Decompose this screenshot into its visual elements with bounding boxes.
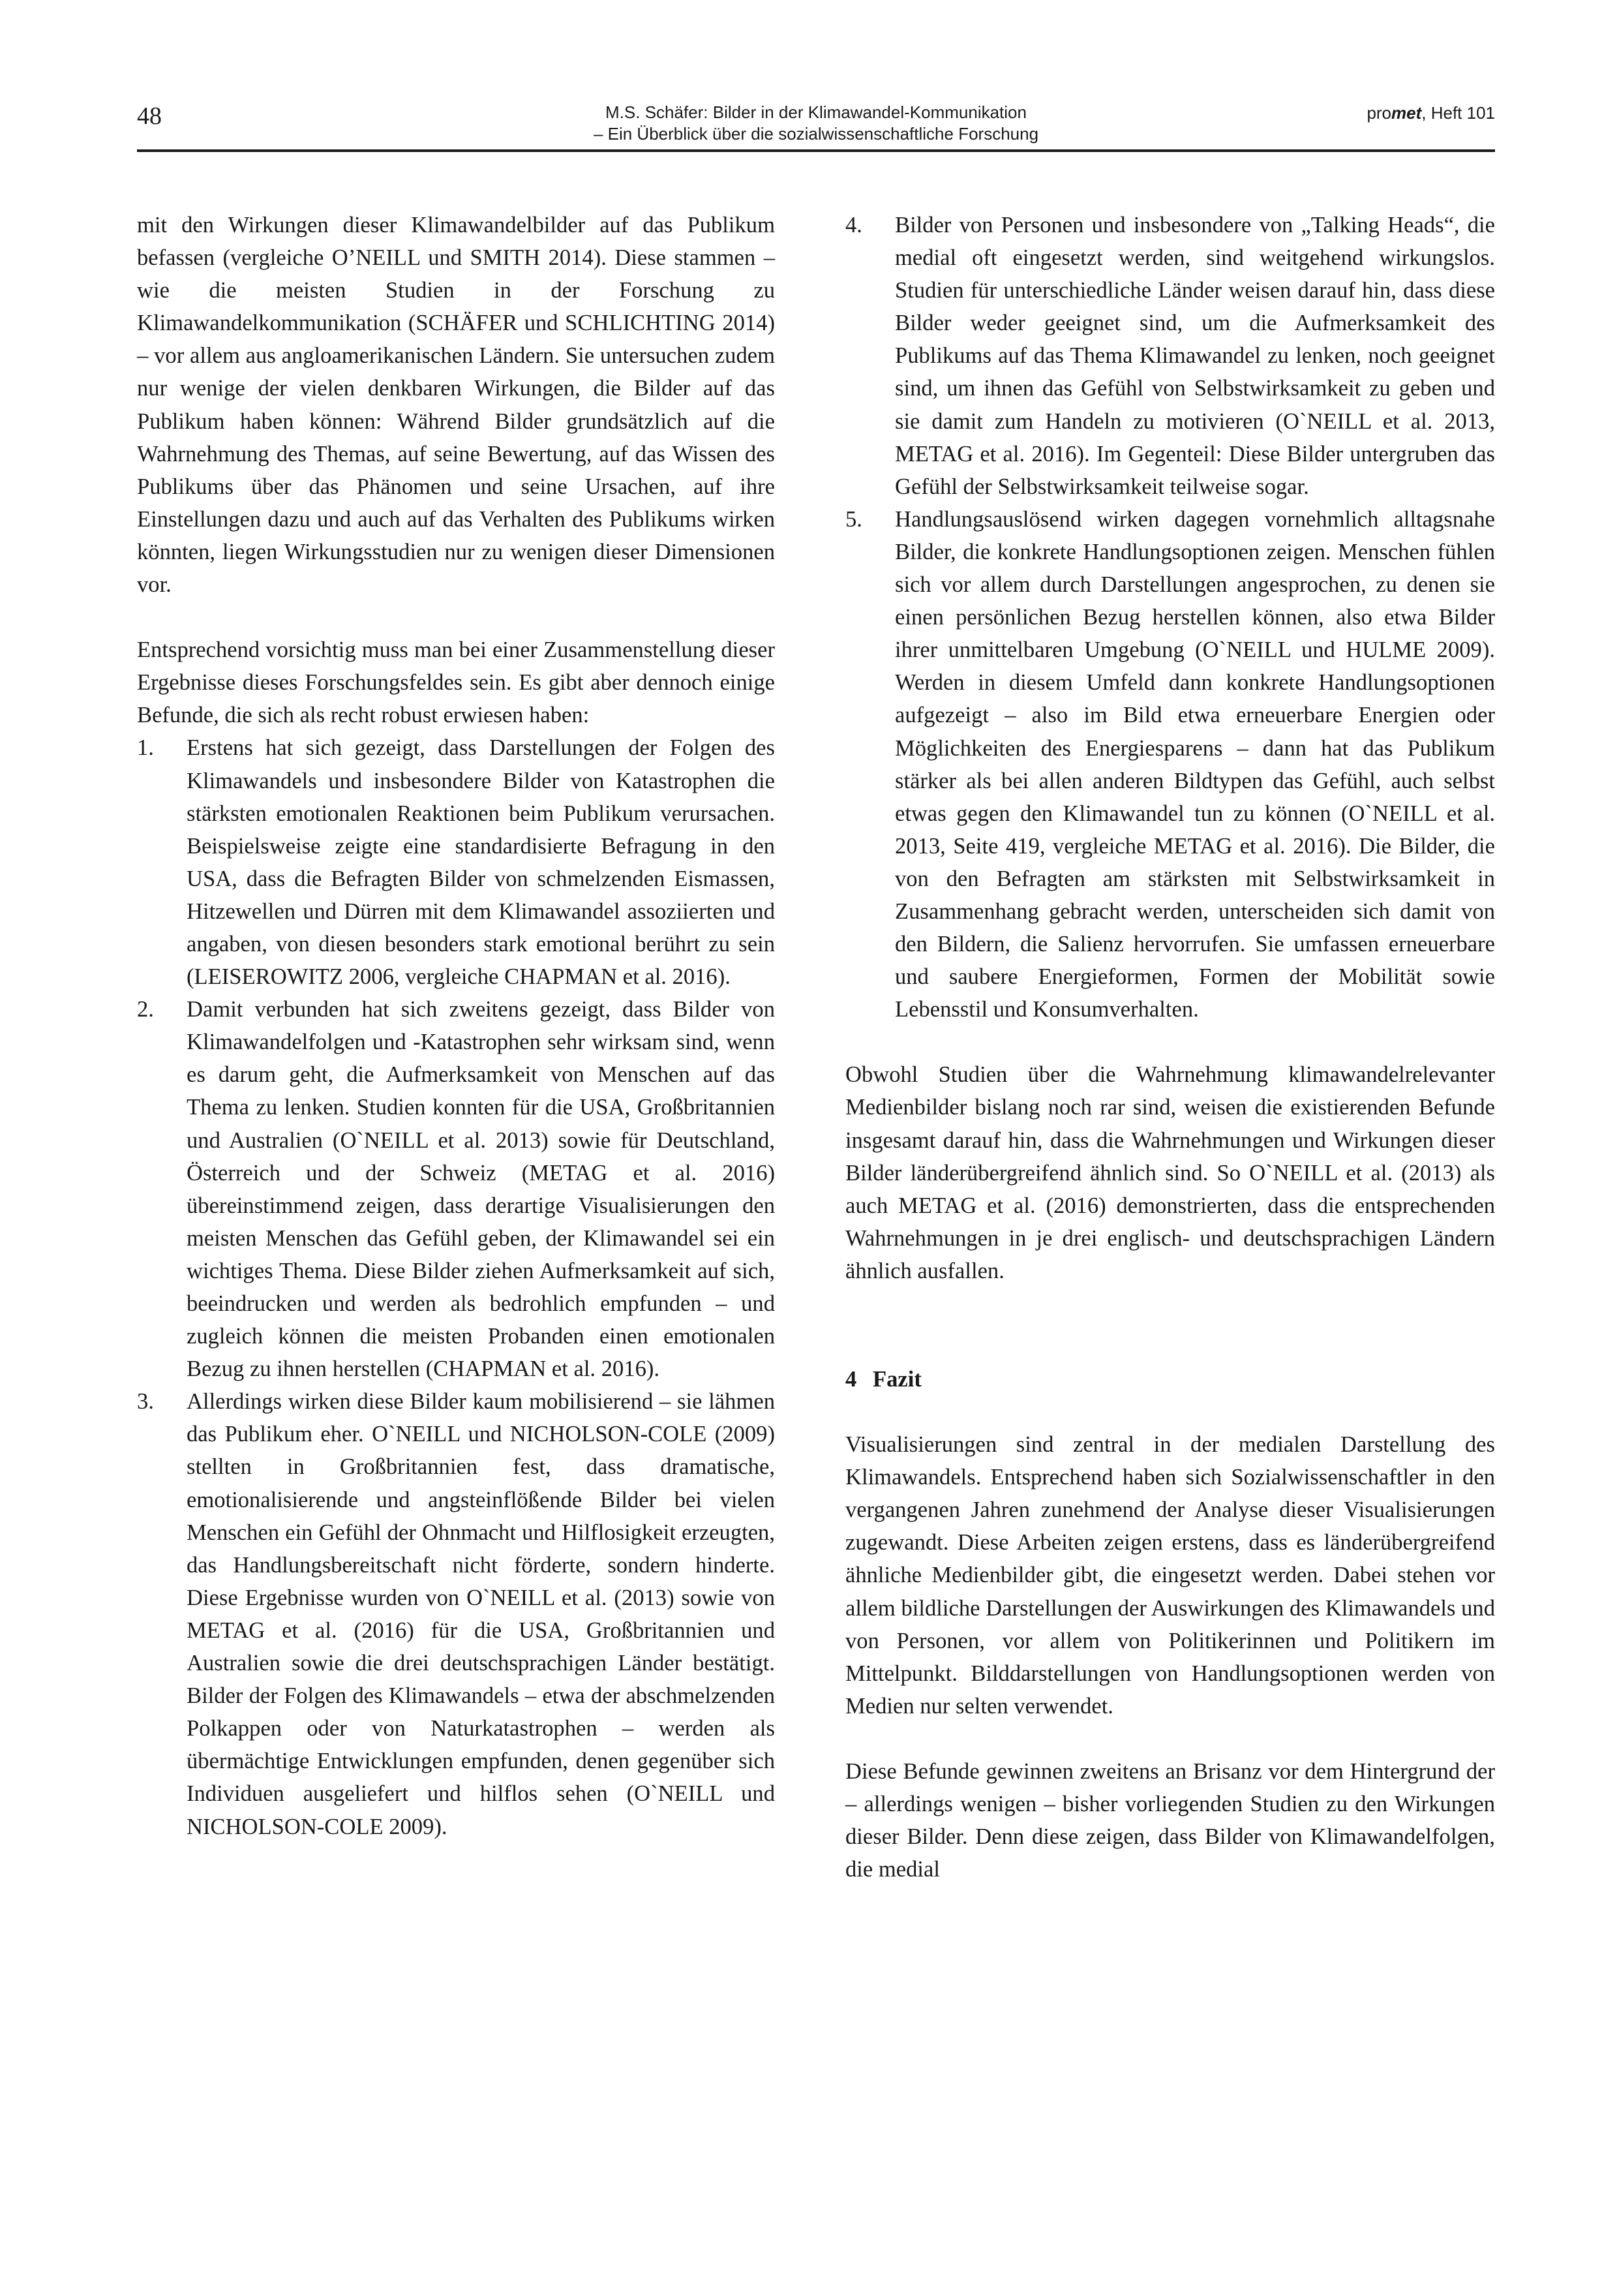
section-spacer bbox=[845, 1330, 1495, 1363]
page-number: 48 bbox=[137, 102, 162, 130]
list-item-number: 4. bbox=[845, 213, 862, 237]
journal-issue-number: , Heft 101 bbox=[1421, 103, 1495, 123]
body-paragraph: Entsprechend vorsichtig muss man bei einer Zusammenstellung dieser Ergebnisse dieses Forschungsfeldes sein. Es gibt aber dennoch einige Befunde, die sich als recht robust erwiesen haben: bbox=[137, 637, 775, 728]
header-rule bbox=[137, 149, 1495, 152]
list-item-number: 5. bbox=[845, 506, 862, 532]
journal-issue bbox=[1367, 103, 1495, 123]
list-item-number: 2. bbox=[137, 997, 154, 1022]
list-item-text: Allerdings wirken diese Bilder kaum mobilisierend – sie lähmen das Publikum eher. O`NEILL und NICHOLSON-COLE (2009) stellten in Großbritannien fest, dass dramatische, emotionalisierende und angsteinflößende Bilder bei vielen Menschen ein Gefühl der Ohnmacht und Hilflosigkeit erzeugten, das Handlungsbereitschaft nicht förderte, sondern hinderte. Diese Ergebnisse wurden von O`NEILL et al. (2013) sowie von METAG et al. (2016) für die USA, Großbritannien und Australien sowie die drei deutschsprachigen Länder bestätigt. Bilder der Folgen des Klimawandels – etwa der abschmelzenden Polkappen oder von Naturkatastrophen – werden als übermächtige Entwicklungen empfunden, denen gegenüber sich Individuen ausgeliefert und hilflos sehen (O`NEILL und NICHOLSON-COLE 2009). bbox=[187, 1389, 775, 1839]
section-spacer bbox=[845, 1287, 1495, 1330]
running-title-line-2: – Ein Überblick über die sozialwissenschaftliche Forschung bbox=[593, 124, 1039, 144]
findings-list-item bbox=[137, 993, 775, 1385]
findings-list bbox=[137, 731, 775, 1843]
right-column bbox=[845, 209, 1495, 1886]
body-paragraph: Obwohl Studien über die Wahrnehmung klimawandelrelevanter Medienbilder bislang noch rar sind, weisen die existierenden Befunde insgesamt darauf hin, dass die Wahrnehmungen und Wirkungen dieser Bilder länderübergreifend ähnlich sind. So O`NEILL et al. (2013) als auch METAG et al. (2016) demonstrierten, dass die entsprechenden Wahrnehmungen in je drei englisch- und deutschsprachigen Ländern ähnlich ausfallen. bbox=[845, 1062, 1495, 1283]
findings-list-item bbox=[137, 1385, 775, 1843]
paragraph-spacer bbox=[137, 601, 775, 634]
left-column bbox=[137, 209, 775, 1843]
running-header bbox=[137, 97, 1495, 150]
findings-list-item bbox=[137, 731, 775, 993]
list-item-text: Erstens hat sich gezeigt, dass Darstellungen der Folgen des Klimawandels und insbesondere Bilder von Katastrophen die stärksten emotionalen Reaktionen beim Publikum verursachen. Beispielsweise zeigte eine standardisierte Befragung in den USA, dass die Befragten Bilder von schmelzenden Eismassen, Hitzewellen und Dürren mit dem Klimawandel assoziierten und angaben, von diesen besonders stark emotional berührt zu sein (LEISEROWITZ 2006, vergleiche CHAPMAN et al. 2016). bbox=[187, 735, 775, 990]
journal-brand: met bbox=[1391, 103, 1422, 123]
journal-prefix: pro bbox=[1367, 103, 1392, 123]
section-number: 4 bbox=[845, 1367, 857, 1392]
list-item-number: 3. bbox=[137, 1389, 154, 1415]
section-heading bbox=[845, 1363, 1495, 1396]
section-title: Fazit bbox=[873, 1367, 922, 1392]
findings-list-continued bbox=[845, 209, 1495, 1026]
body-paragraph: Diese Befunde gewinnen zweitens an Brisanz vor dem Hintergrund der – allerdings wenigen – bisher vorliegenden Studien zu den Wirkungen dieser Bilder. Denn diese zeigen, dass Bilder von Klimawandelfolgen, die medial bbox=[845, 1758, 1495, 1882]
list-item-number: 1. bbox=[137, 735, 154, 761]
findings-list-item bbox=[845, 503, 1495, 1026]
running-title bbox=[137, 102, 1495, 145]
paragraph-spacer bbox=[845, 1722, 1495, 1755]
body-paragraph: mit den Wirkungen dieser Klimawandelbilder auf das Publikum befassen (vergleiche O’NEILL und SMITH 2014). Diese stammen – wie die meisten Studien in der Forschung zu Klimawandelkommunikation (SCHÄFER und SCHLICHTING 2014) – vor allem aus angloamerikanischen Ländern. Sie untersuchen zudem nur wenige der vielen denkbaren Wirkungen, die Bilder auf das Publikum haben können: Während Bilder grundsätzlich auf die Wahrnehmung des Themas, auf seine Bewertung, auf das Wissen des Publikums über das Phänomen und seine Ursachen, auf ihre Einstellungen dazu und auch auf das Verhalten des Publikums wirken könnten, liegen Wirkungsstudien nur zu wenigen dieser Dimensionen vor. bbox=[137, 213, 775, 598]
paragraph-spacer bbox=[845, 1396, 1495, 1428]
list-item-text: Damit verbunden hat sich zweitens gezeigt, dass Bilder von Klimawandelfolgen und -Katastrophen sehr wirksam sind, wenn es darum geht, die Aufmerksamkeit von Menschen auf das Thema zu lenken. Studien konnten für die USA, Großbritannien und Australien (O`NEILL et al. 2013) sowie für Deutschland, Österreich und der Schweiz (METAG et al. 2016) übereinstimmend zeigen, dass derartige Visualisierungen den meisten Menschen das Gefühl geben, der Klimawandel sei ein wichtiges Thema. Diese Bilder ziehen Aufmerksamkeit auf sich, beeindrucken und werden als bedrohlich empfunden – und zugleich können die meisten Probanden einen emotionalen Bezug zu ihnen herstellen (CHAPMAN et al. 2016). bbox=[187, 997, 775, 1382]
list-item-text: Bilder von Personen und insbesondere von „Talking Heads“, die medial oft eingesetzt werden, sind weitgehend wirkungslos. Studien für unterschiedliche Länder weisen darauf hin, dass diese Bilder weder geeignet sind, um die Aufmerksamkeit des Publikums auf das Thema Klimawandel zu lenken, noch geeignet sind, um ihnen das Gefühl von Selbstwirksamkeit zu geben und sie damit zum Handeln zu motivieren (O`NEILL et al. 2013, METAG et al. 2016). Im Gegenteil: Diese Bilder untergruben das Gefühl der Selbstwirksamkeit teilweise sogar. bbox=[895, 213, 1495, 499]
running-title-line-1: M.S. Schäfer: Bilder in der Klimawandel-Kommunikation bbox=[605, 102, 1027, 122]
body-paragraph: Visualisierungen sind zentral in der medialen Darstellung des Klimawandels. Entsprechend haben sich Sozialwissenschaftler in den vergangenen Jahren zunehmend der Analyse dieser Visualisierungen zugewandt. Diese Arbeiten zeigen erstens, dass es länderübergreifend ähnliche Medienbilder gibt, die eingesetzt werden. Dabei stehen vor allem bildliche Darstellungen der Auswirkungen des Klimawandels und von Personen, vor allem von Politikerinnen und Politikern im Mittelpunkt. Bilddarstellungen von Handlungsoptionen werden von Medien nur selten verwendet. bbox=[845, 1432, 1495, 1719]
findings-list-item bbox=[845, 209, 1495, 503]
paragraph-spacer bbox=[845, 1026, 1495, 1058]
list-item-text: Handlungsauslösend wirken dagegen vornehmlich alltagsnahe Bilder, die konkrete Handlungsoptionen zeigen. Menschen fühlen sich vor allem durch Darstellungen angesprochen, zu denen sie einen persönlichen Bezug herstellen können, also etwa Bilder ihrer unmittelbaren Umgebung (O`NEILL und HULME 2009). Werden in diesem Umfeld dann konkrete Handlungsoptionen aufgezeigt – also im Bild etwa erneuerbare Energien oder Möglichkeiten des Energiesparens – dann hat das Publikum stärker als bei allen anderen Bildtypen das Gefühl, auch selbst etwas gegen den Klimawandel tun zu können (O`NEILL et al. 2013, Seite 419, vergleiche METAG et al. 2016). Die Bilder, die von den Befragten am stärksten mit Selbstwirksamkeit in Zusammenhang gebracht werden, unterscheiden sich damit von den Bildern, die Salienz hervorrufen. Sie umfassen erneuerbare und saubere Energieformen, Formen der Mobilität sowie Lebensstil und Konsumverhalten. bbox=[895, 506, 1495, 1022]
